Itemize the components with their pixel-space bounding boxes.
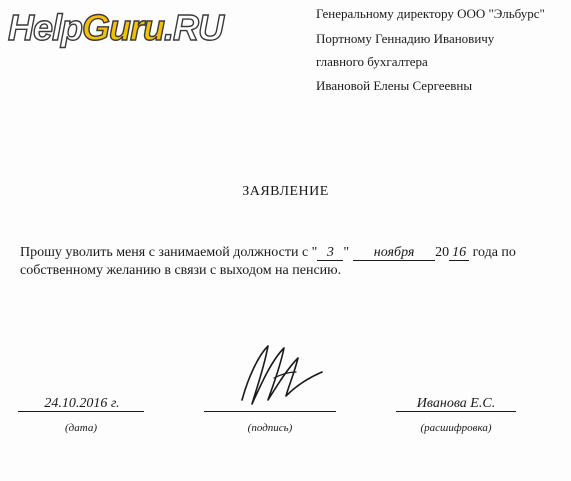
signature-caption: (подпись) (247, 422, 293, 434)
century-text: 20 (435, 245, 450, 260)
body-text-before-day: Прошу уволить меня с занимаемой должности с " (20, 245, 318, 260)
document-title: ЗАЯВЛЕНИЕ (242, 184, 329, 199)
name-value: Иванова Е.С. (416, 396, 496, 411)
watermark-help: Help (8, 7, 83, 48)
addressee-line-1: Генеральному директору ООО "Эльбурс" (316, 6, 545, 21)
day-field: 3 (317, 245, 343, 261)
date-caption: (дата) (65, 422, 97, 434)
addressee-line-4: Ивановой Елены Сергеевны (316, 78, 473, 93)
name-caption: (расшифровка) (420, 422, 492, 434)
addressee-line-3: главного бухгалтера (316, 54, 428, 69)
signature-line (204, 411, 336, 412)
name-line (396, 411, 516, 412)
body-line-1 (20, 244, 516, 262)
watermark-guru: Guru (82, 7, 165, 48)
date-line (18, 411, 144, 412)
body-text-after-year: года по (469, 245, 516, 260)
year-field: 16 (449, 245, 469, 261)
signature-image (238, 338, 324, 408)
date-value: 24.10.2016 г. (44, 396, 120, 411)
addressee-line-2: Портному Геннадию Ивановичу (316, 31, 495, 46)
body-quote-close: " (343, 245, 350, 260)
month-field: ноября (353, 245, 435, 261)
watermark-ru: .RU (164, 7, 224, 48)
helpguru-watermark (4, 2, 234, 50)
body-line-2: собственному желанию в связи с выходом на пенсию. (20, 263, 342, 278)
svg-text:HelpGuru.RU (8, 7, 225, 48)
